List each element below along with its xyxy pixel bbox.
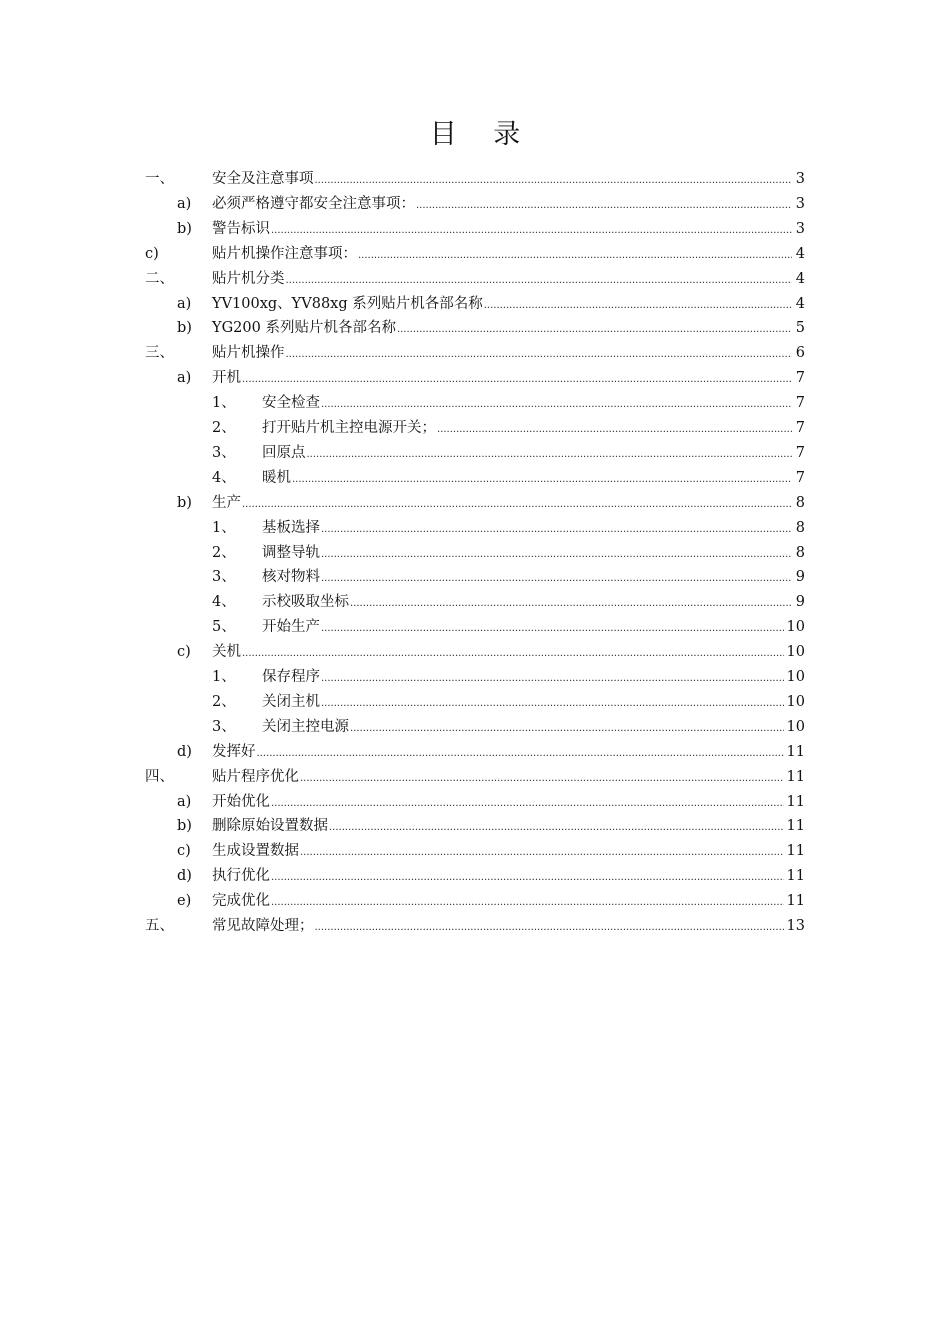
toc-entry bbox=[0, 765, 950, 790]
toc-entry-page-number: 4 bbox=[795, 270, 805, 287]
toc-dot-leader bbox=[300, 840, 784, 865]
toc-dot-leader bbox=[242, 492, 792, 517]
toc-entry-marker: 一、 bbox=[145, 171, 174, 187]
toc-entry bbox=[0, 740, 950, 765]
toc-entry bbox=[0, 839, 950, 864]
toc-dot-leader bbox=[397, 317, 792, 342]
toc-entry-marker: d) bbox=[177, 743, 192, 760]
toc-entry-page-number: 7 bbox=[795, 395, 805, 412]
toc-entry bbox=[0, 565, 950, 590]
toc-dot-leader bbox=[315, 168, 793, 193]
toc-dot-leader bbox=[271, 218, 792, 243]
toc-entry-title: 开始优化 bbox=[212, 793, 270, 810]
toc-entry-marker: a) bbox=[177, 295, 192, 312]
toc-entry bbox=[0, 466, 950, 491]
toc-entry-title: 贴片程序优化 bbox=[212, 768, 299, 785]
toc-entry-page-number: 11 bbox=[786, 768, 805, 785]
page-title: 目 录 bbox=[429, 119, 535, 150]
toc-dot-leader bbox=[271, 865, 784, 890]
toc-entry-page-number: 11 bbox=[786, 868, 805, 885]
toc-entry bbox=[0, 316, 950, 341]
toc-entry-page-number: 13 bbox=[786, 918, 805, 934]
toc-entry-marker: c) bbox=[177, 644, 191, 661]
toc-entry bbox=[0, 491, 950, 516]
toc-entry-page-number: 8 bbox=[795, 519, 805, 536]
toc-entry-title: 核对物料 bbox=[262, 569, 320, 586]
toc-entry bbox=[0, 441, 950, 466]
toc-entry-title: 保存程序 bbox=[262, 669, 320, 685]
toc-entry-title: 发挥好 bbox=[212, 743, 256, 760]
toc-dot-leader bbox=[242, 367, 792, 392]
toc-entry-page-number: 7 bbox=[795, 469, 805, 486]
toc-entry-title: 调整导轨 bbox=[262, 544, 320, 561]
toc-entry-page-number: 7 bbox=[795, 370, 805, 387]
toc-entry-marker: c) bbox=[145, 245, 159, 262]
toc-entry bbox=[0, 416, 950, 441]
toc-dot-leader bbox=[416, 193, 792, 218]
toc-entry-page-number: 4 bbox=[795, 245, 805, 262]
toc-entry-marker: 4、 bbox=[212, 469, 236, 486]
toc-dot-leader bbox=[242, 641, 784, 666]
toc-entry-page-number: 8 bbox=[795, 494, 805, 511]
toc-entry-title: 开机 bbox=[212, 370, 241, 387]
toc-entry bbox=[0, 341, 950, 366]
toc-entry-page-number: 3 bbox=[795, 195, 805, 212]
toc-entry bbox=[0, 715, 950, 740]
toc-entry-page-number: 3 bbox=[795, 171, 805, 187]
toc-entry-marker: a) bbox=[177, 195, 192, 212]
toc-entry-title: 安全及注意事项 bbox=[212, 171, 314, 187]
toc-entry-page-number: 11 bbox=[786, 893, 805, 910]
toc-entry-page-number: 10 bbox=[786, 693, 805, 710]
toc-entry-title: 回原点 bbox=[262, 444, 306, 461]
toc-entry-title: 贴片机操作注意事项： bbox=[212, 245, 357, 262]
toc-entry-marker: b) bbox=[177, 818, 192, 835]
toc-entry bbox=[0, 292, 950, 317]
toc-dot-leader bbox=[321, 566, 792, 591]
toc-entry-title: 生成设置数据 bbox=[212, 843, 299, 860]
toc-entry-page-number: 11 bbox=[786, 793, 805, 810]
toc-entry-marker: 2、 bbox=[212, 420, 236, 436]
toc-entry-marker: 二、 bbox=[145, 270, 174, 287]
toc-dot-leader bbox=[257, 741, 784, 766]
toc-entry-title: 基板选择 bbox=[262, 519, 320, 536]
toc-entry bbox=[0, 615, 950, 640]
toc-entry-title: 关机 bbox=[212, 644, 241, 661]
toc-entry bbox=[0, 914, 950, 939]
toc-entry-page-number: 4 bbox=[795, 295, 805, 312]
toc-entry-title: 关闭主控电源 bbox=[262, 718, 349, 735]
toc-entry-marker: 1、 bbox=[212, 669, 236, 685]
toc-dot-leader bbox=[484, 293, 792, 318]
toc-entry bbox=[0, 267, 950, 292]
toc-entry-page-number: 7 bbox=[795, 444, 805, 461]
toc-dot-leader bbox=[321, 666, 784, 691]
toc-entry bbox=[0, 242, 950, 267]
toc-entry-page-number: 5 bbox=[795, 320, 805, 337]
toc-entry-title: 必须严格遵守都安全注意事项： bbox=[212, 195, 415, 212]
toc-dot-leader bbox=[321, 392, 792, 417]
toc-entry-page-number: 10 bbox=[786, 718, 805, 735]
toc-dot-leader bbox=[350, 716, 784, 741]
toc-dot-leader bbox=[358, 243, 792, 268]
toc-entry-title: 贴片机分类 bbox=[212, 270, 285, 287]
toc-entry-marker: 4、 bbox=[212, 594, 236, 611]
toc-entry bbox=[0, 366, 950, 391]
toc-entry-title: 警告标识 bbox=[212, 220, 270, 237]
toc-dot-leader bbox=[286, 342, 793, 367]
toc-entry-marker: a) bbox=[177, 793, 192, 810]
toc-dot-leader bbox=[271, 890, 784, 915]
toc-entry bbox=[0, 192, 950, 217]
toc-entry-title: 常见故障处理； bbox=[212, 918, 314, 934]
toc-entry-marker: 2、 bbox=[212, 693, 236, 710]
toc-dot-leader bbox=[307, 442, 793, 467]
toc-entry-marker: c) bbox=[177, 843, 191, 860]
toc-entry-marker: 3、 bbox=[212, 569, 236, 586]
toc-dot-leader bbox=[315, 915, 784, 940]
toc-dot-leader bbox=[271, 791, 784, 816]
toc-entry-marker: d) bbox=[177, 868, 192, 885]
toc-entry-title: 删除原始设置数据 bbox=[212, 818, 328, 835]
toc-entry-page-number: 11 bbox=[786, 818, 805, 835]
toc-entry-marker: 3、 bbox=[212, 718, 236, 735]
toc-entry-page-number: 11 bbox=[786, 743, 805, 760]
toc-entry bbox=[0, 640, 950, 665]
toc-entry-marker: 1、 bbox=[212, 395, 236, 412]
toc-entry-title: 暖机 bbox=[262, 469, 291, 486]
toc-entry bbox=[0, 814, 950, 839]
toc-entry-title: YV100xg、YV88xg 系列贴片机各部名称 bbox=[212, 295, 483, 312]
toc-entry bbox=[0, 790, 950, 815]
toc-entry-marker: b) bbox=[177, 220, 192, 237]
toc-dot-leader bbox=[321, 616, 784, 641]
toc-entry bbox=[0, 541, 950, 566]
toc-entry-page-number: 10 bbox=[786, 644, 805, 661]
toc-dot-leader bbox=[286, 268, 793, 293]
toc-dot-leader bbox=[300, 766, 784, 791]
toc-entry-page-number: 8 bbox=[795, 544, 805, 561]
toc-entry-title: YG200 系列贴片机各部名称 bbox=[212, 320, 396, 337]
toc-entry-marker: 3、 bbox=[212, 444, 236, 461]
toc-entry-marker: 2、 bbox=[212, 544, 236, 561]
toc-entry bbox=[0, 391, 950, 416]
toc-dot-leader bbox=[321, 691, 784, 716]
toc-entry bbox=[0, 217, 950, 242]
toc-entry-marker: 1、 bbox=[212, 519, 236, 536]
toc-entry-page-number: 11 bbox=[786, 843, 805, 860]
toc-entry-marker: 四、 bbox=[145, 768, 174, 785]
toc-entry-title: 完成优化 bbox=[212, 893, 270, 910]
toc-dot-leader bbox=[292, 467, 792, 492]
toc-entry bbox=[0, 167, 950, 192]
toc-entry-page-number: 6 bbox=[795, 345, 805, 362]
toc-entry-page-number: 7 bbox=[795, 420, 805, 436]
toc-entry-title: 关闭主机 bbox=[262, 693, 320, 710]
toc-entry-marker: 五、 bbox=[145, 918, 174, 934]
toc-dot-leader bbox=[437, 417, 792, 442]
toc-entry-title: 安全检查 bbox=[262, 395, 320, 412]
toc-entry-marker: b) bbox=[177, 320, 192, 337]
toc-entry-page-number: 10 bbox=[786, 619, 805, 636]
toc-entry-title: 执行优化 bbox=[212, 868, 270, 885]
toc-dot-leader bbox=[329, 815, 784, 840]
toc-entry bbox=[0, 516, 950, 541]
toc-entry-marker: b) bbox=[177, 494, 192, 511]
toc-entry-marker: a) bbox=[177, 370, 192, 387]
toc-entry-page-number: 3 bbox=[795, 220, 805, 237]
toc-entry bbox=[0, 889, 950, 914]
toc-entry-marker: e) bbox=[177, 893, 192, 910]
toc-dot-leader bbox=[350, 591, 792, 616]
toc-entry-page-number: 9 bbox=[795, 569, 805, 586]
toc-entry-title: 贴片机操作 bbox=[212, 345, 285, 362]
toc-entry bbox=[0, 590, 950, 615]
toc-entry bbox=[0, 864, 950, 889]
toc-entry-page-number: 9 bbox=[795, 594, 805, 611]
toc-entry-marker: 5、 bbox=[212, 619, 236, 636]
toc-entry-title: 生产 bbox=[212, 494, 241, 511]
toc-entry bbox=[0, 690, 950, 715]
toc-dot-leader bbox=[321, 542, 792, 567]
toc-entry-page-number: 10 bbox=[786, 669, 805, 685]
toc-entry-title: 开始生产 bbox=[262, 619, 320, 636]
toc-entry-title: 打开贴片机主控电源开关； bbox=[262, 420, 436, 436]
toc-entry-marker: 三、 bbox=[145, 345, 174, 362]
toc-entry-title: 示校吸取坐标 bbox=[262, 594, 349, 611]
toc-dot-leader bbox=[321, 517, 792, 542]
toc-entry bbox=[0, 665, 950, 690]
